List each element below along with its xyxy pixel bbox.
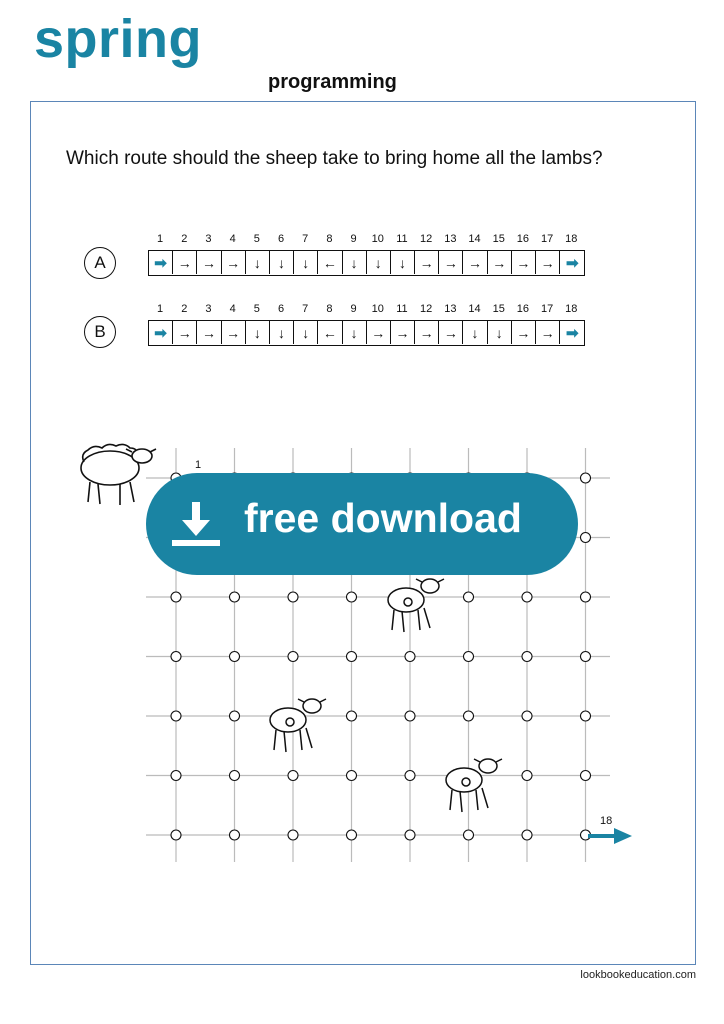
grid-node: [522, 711, 532, 721]
route-arrow-icon: →: [439, 321, 463, 344]
step-number: 3: [205, 233, 212, 245]
grid-node: [347, 830, 357, 840]
route-arrow-icon: ↓: [343, 251, 367, 274]
option-a-circle: A: [84, 247, 116, 279]
step-number: 5: [253, 233, 260, 245]
route-arrow-icon: →: [512, 251, 536, 274]
page-title: spring: [34, 9, 203, 69]
grid-node: [464, 711, 474, 721]
step-number: 9: [350, 303, 357, 315]
route-arrow-icon: →: [197, 251, 221, 274]
step-number: 14: [468, 303, 481, 315]
grid-node: [230, 771, 240, 781]
grid-node: [288, 592, 298, 602]
route-arrow-icon: ↓: [367, 251, 391, 274]
grid-node: [171, 830, 181, 840]
step-number: 6: [277, 233, 285, 245]
grid-node: [522, 771, 532, 781]
step-number: 2: [181, 303, 188, 315]
step-number: 6: [277, 303, 285, 315]
step-number: 4: [229, 233, 236, 245]
step-number: 5: [253, 303, 260, 315]
grid-node: [581, 652, 591, 662]
route-arrow-icon: →: [439, 251, 463, 274]
route-arrow-icon: ↓: [294, 251, 318, 274]
route-arrow-icon: →: [536, 251, 560, 274]
step-number: 11: [396, 303, 408, 315]
lamb-icon: [270, 699, 326, 752]
grid-node: [464, 830, 474, 840]
grid-node: [288, 652, 298, 662]
grid-node: [288, 830, 298, 840]
step-number: 4: [229, 303, 236, 315]
route-arrow-icon: →: [415, 321, 439, 344]
route-arrow-icon: ↓: [294, 321, 318, 344]
grid-node: [230, 830, 240, 840]
grid-node: [581, 711, 591, 721]
step-number: 1: [157, 303, 164, 315]
step-number: 17: [540, 233, 554, 245]
grid-node: [171, 652, 181, 662]
grid-node: [581, 533, 591, 543]
grid-node: [230, 652, 240, 662]
grid-node: [347, 711, 357, 721]
grid-node: [464, 652, 474, 662]
route-arrow-icon: →: [512, 321, 536, 344]
step-number: 18: [565, 303, 578, 315]
lamb-icon: [388, 579, 444, 632]
step-number: 7: [302, 233, 309, 245]
step-number: 12: [420, 303, 433, 315]
step-number: 12: [420, 233, 433, 245]
route-arrow-icon: →: [367, 321, 391, 344]
route-arrow-icon: ↓: [343, 321, 367, 344]
grid-node: [405, 771, 415, 781]
step-number: 7: [302, 303, 309, 315]
download-icon: [170, 500, 222, 550]
grid-node: [171, 711, 181, 721]
route-arrow-icon: →: [222, 321, 246, 344]
step-number: 11: [396, 233, 408, 245]
grid-node: [522, 652, 532, 662]
grid-node: [522, 830, 532, 840]
route-arrow-icon: ➡: [565, 324, 579, 342]
grid-node: [171, 771, 181, 781]
route-arrow-icon: ↓: [391, 251, 415, 274]
step-number: 9: [350, 233, 357, 245]
step-number: 18: [565, 233, 578, 245]
route-arrow-icon: →: [173, 251, 197, 274]
question-text: Which route should the sheep take to bring home all the lambs?: [66, 148, 603, 169]
step-number: 13: [444, 233, 457, 245]
route-arrow-icon: ↓: [246, 321, 270, 344]
step-number: 10: [371, 303, 384, 315]
step-number: 16: [516, 303, 530, 315]
grid-node: [347, 592, 357, 602]
free-download-button[interactable]: [146, 473, 578, 575]
grid-node: [522, 592, 532, 602]
route-arrow-icon: →: [463, 251, 487, 274]
route-arrow-icon: ➡: [149, 251, 173, 274]
grid-node: [581, 771, 591, 781]
route-arrow-icon: ↓: [463, 321, 487, 344]
route-arrow-icon: →: [391, 321, 415, 344]
route-arrow-icon: →: [197, 321, 221, 344]
route-arrow-icon: ↓: [488, 321, 512, 344]
grid-node: [581, 592, 591, 602]
route-arrow-icon: ↓: [270, 321, 294, 344]
grid-node: [581, 473, 591, 483]
grid-node: [405, 830, 415, 840]
route-arrow-icon: ➡: [565, 254, 579, 272]
step-number: 13: [444, 303, 457, 315]
step-number: 15: [492, 303, 505, 315]
grid-node: [405, 652, 415, 662]
step-number: 16: [516, 233, 530, 245]
route-arrow-icon: ←: [318, 251, 342, 274]
free-download-label: free download: [244, 495, 522, 541]
page-subtitle: programming: [268, 71, 397, 93]
step-number: 10: [371, 233, 384, 245]
route-arrow-icon: →: [536, 321, 560, 344]
option-b-circle: B: [84, 316, 116, 348]
sheep-icon: [81, 444, 156, 505]
step-number: 2: [181, 233, 188, 245]
step-number: 8: [326, 233, 333, 245]
grid-node: [288, 771, 298, 781]
route-arrow-icon: →: [222, 251, 246, 274]
step-number: 1: [157, 233, 164, 245]
step-number: 15: [492, 233, 505, 245]
end-arrow-icon: [588, 828, 632, 844]
route-arrow-icon: ➡: [149, 321, 173, 344]
grid-node: [171, 592, 181, 602]
grid-node: [230, 592, 240, 602]
grid-node: [464, 592, 474, 602]
route-arrow-icon: →: [415, 251, 439, 274]
start-label: 1: [195, 459, 202, 471]
step-number: 8: [326, 303, 333, 315]
footer-site[interactable]: lookbookeducation.com: [580, 969, 696, 981]
grid-node: [230, 711, 240, 721]
route-arrow-icon: ↓: [246, 251, 270, 274]
step-number: 17: [540, 303, 554, 315]
lamb-icon: [446, 759, 502, 812]
route-arrow-icon: →: [173, 321, 197, 344]
end-label: 18: [600, 815, 613, 827]
grid-node: [347, 652, 357, 662]
route-arrow-icon: ↓: [270, 251, 294, 274]
step-number: 3: [205, 303, 212, 315]
step-number: 14: [468, 233, 481, 245]
grid-node: [405, 711, 415, 721]
route-arrow-icon: ←: [318, 321, 342, 344]
route-arrow-icon: →: [488, 251, 512, 274]
grid-node: [347, 771, 357, 781]
